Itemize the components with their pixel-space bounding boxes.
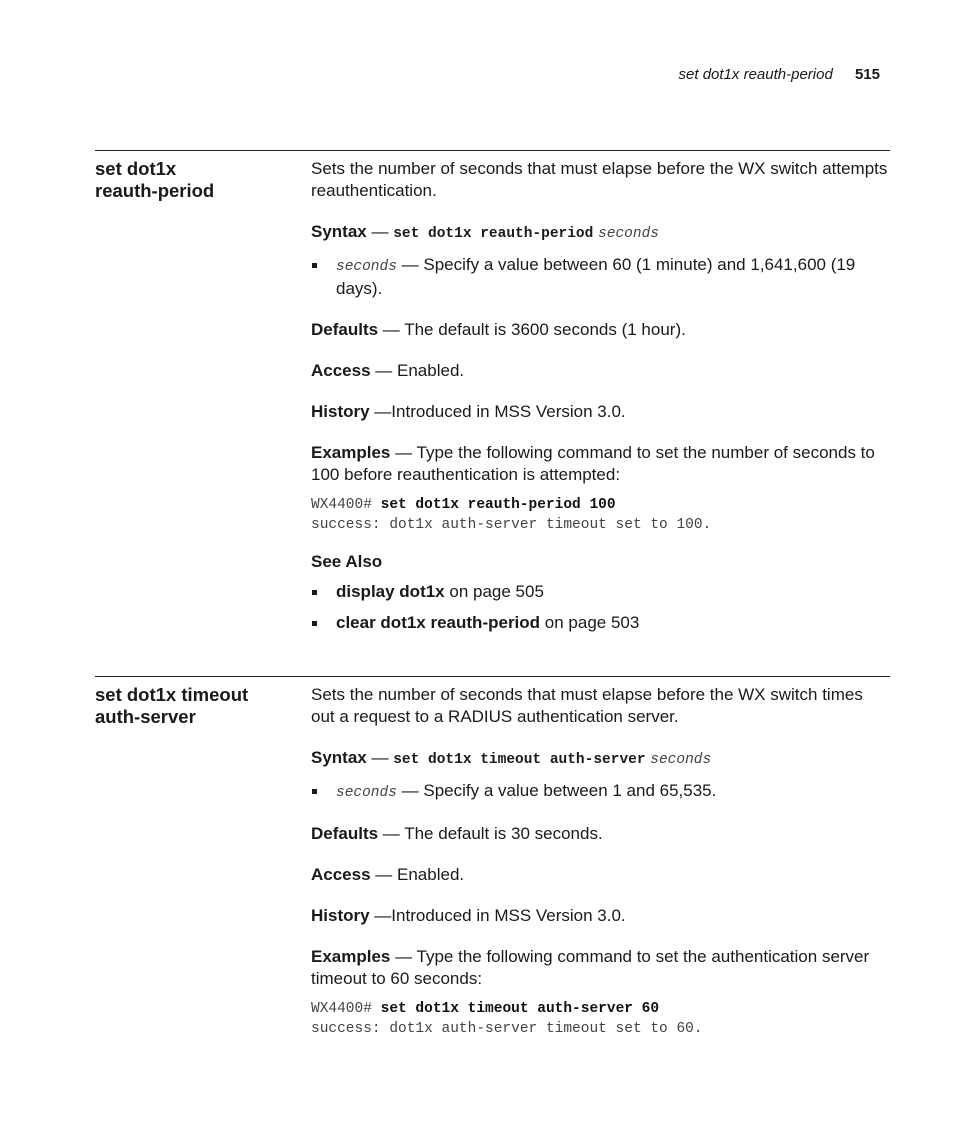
command: set dot1x reauth-period 100	[380, 497, 616, 513]
running-head	[0, 66, 880, 83]
see-also-link[interactable]: clear dot1x reauth-period	[336, 613, 541, 632]
history-text: —Introduced in MSS Version 3.0.	[369, 906, 626, 925]
access-label: Access	[311, 361, 371, 380]
syntax-param: seconds	[650, 752, 712, 768]
see-also-link[interactable]: display dot1x	[336, 582, 445, 601]
defaults-label: Defaults	[311, 824, 379, 843]
history-text: —Introduced in MSS Version 3.0.	[369, 402, 626, 421]
defaults	[311, 319, 891, 341]
defaults-label: Defaults	[311, 320, 379, 339]
param-list	[311, 780, 891, 804]
access-label: Access	[311, 865, 371, 884]
history-label: History	[311, 402, 370, 421]
page-ref: on page 505	[444, 582, 544, 601]
description: Sets the number of seconds that must elapse before the WX switch attempts reauthentication.	[311, 159, 888, 200]
syntax	[311, 747, 891, 771]
running-head-title: set dot1x reauth-period	[678, 66, 833, 83]
examples-label: Examples	[311, 947, 391, 966]
syntax	[311, 221, 891, 245]
access	[311, 864, 891, 886]
dash: —	[366, 748, 394, 767]
code-example	[311, 999, 891, 1039]
page-number: 515	[854, 66, 880, 83]
see-also-heading: See Also	[311, 552, 383, 571]
param-desc: — Specify a value between 60 (1 minute) and 1,641,600 (19 days).	[336, 255, 856, 298]
see-also-item[interactable]	[311, 612, 891, 634]
examples	[311, 946, 891, 990]
examples-text: — Type the following command to set the authentication server timeout to 60 seconds:	[311, 947, 870, 988]
section-title	[95, 158, 295, 202]
syntax-command: set dot1x timeout auth-server	[393, 752, 646, 768]
title-line: set dot1x timeout	[95, 684, 249, 705]
title-line: auth-server	[95, 706, 196, 727]
see-also-item[interactable]	[311, 581, 891, 603]
param-desc: — Specify a value between 1 and 65,535.	[396, 781, 717, 800]
examples	[311, 442, 891, 486]
examples-text: — Type the following command to set the number of seconds to 100 before reauthentication is attempted:	[311, 443, 875, 484]
section-set-dot1x-timeout-auth-server	[95, 676, 890, 1077]
command-output: success: dot1x auth-server timeout set to 100.	[311, 517, 712, 533]
access-text: — Enabled.	[370, 361, 465, 380]
title-line: reauth-period	[95, 180, 215, 201]
syntax-command: set dot1x reauth-period	[393, 226, 594, 242]
command: set dot1x timeout auth-server 60	[380, 1001, 660, 1017]
syntax-param: seconds	[598, 226, 659, 242]
prompt: WX4400#	[311, 1001, 381, 1017]
syntax-label: Syntax	[311, 222, 367, 241]
history	[311, 401, 891, 423]
access-text: — Enabled.	[370, 865, 465, 884]
command-output: success: dot1x auth-server timeout set to 60.	[311, 1021, 703, 1037]
param-item	[311, 780, 891, 804]
param-name: seconds	[336, 259, 397, 275]
dash: —	[366, 222, 394, 241]
examples-label: Examples	[311, 443, 391, 462]
prompt: WX4400#	[311, 497, 381, 513]
section-body	[311, 684, 891, 1055]
defaults-text: — The default is 3600 seconds (1 hour).	[378, 320, 686, 339]
description: Sets the number of seconds that must elapse before the WX switch times out a request to a RADIUS authentication server.	[311, 685, 863, 726]
section-body	[311, 158, 891, 653]
page-ref: on page 503	[540, 613, 640, 632]
syntax-label: Syntax	[311, 748, 367, 767]
defaults-text: — The default is 30 seconds.	[378, 824, 603, 843]
section-title	[95, 684, 295, 728]
section-set-dot1x-reauth-period	[95, 150, 890, 671]
param-name: seconds	[336, 785, 397, 801]
title-line: set dot1x	[95, 158, 177, 179]
history	[311, 905, 891, 927]
param-list	[311, 254, 891, 300]
defaults	[311, 823, 891, 845]
see-also-list	[311, 581, 891, 634]
access	[311, 360, 891, 382]
history-label: History	[311, 906, 370, 925]
code-example	[311, 495, 891, 535]
param-item	[311, 254, 891, 300]
